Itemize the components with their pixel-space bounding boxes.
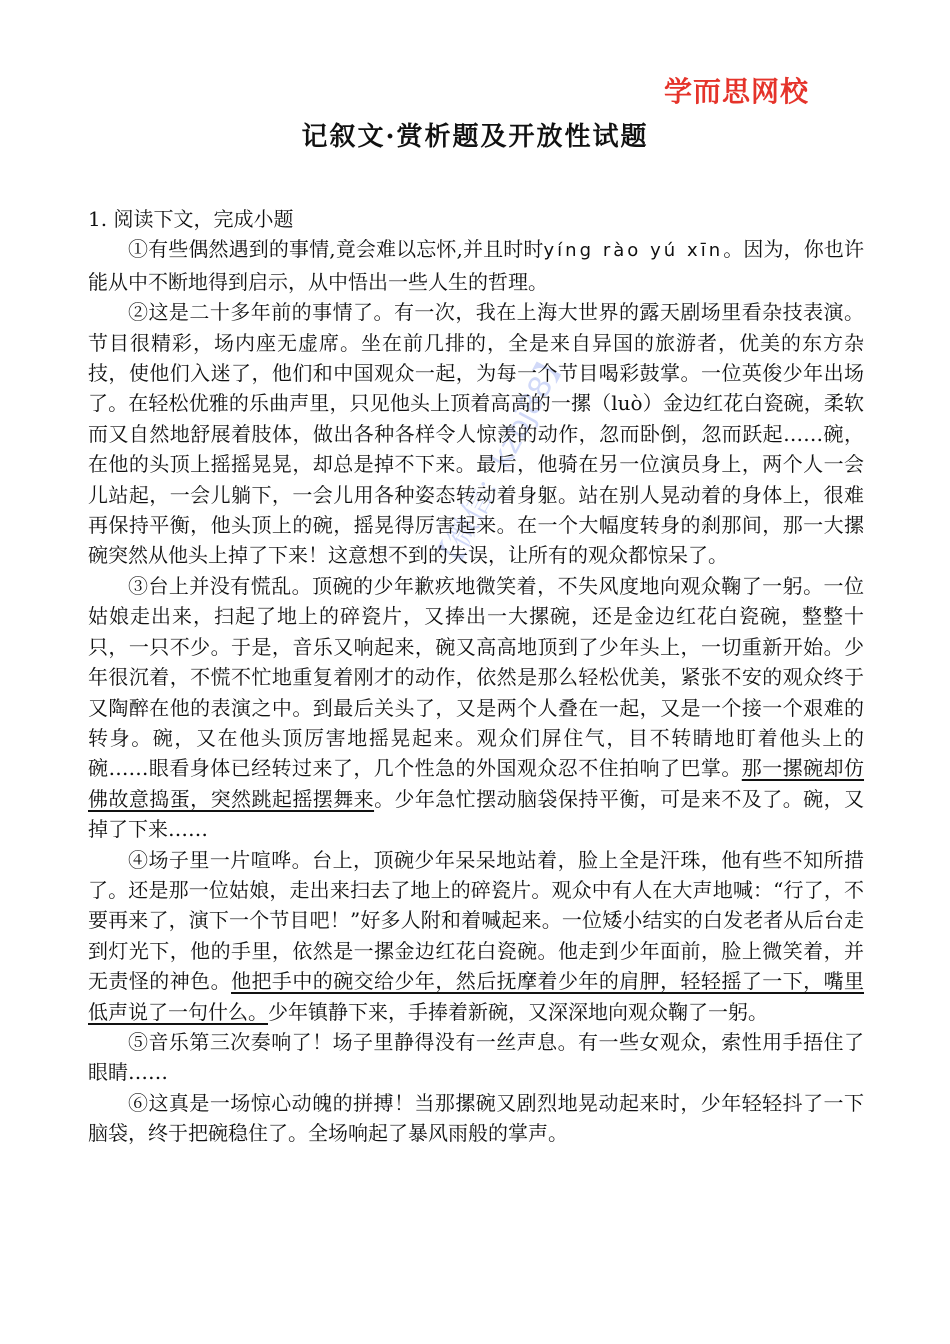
watermark: 【微信：kzbj88】 xyxy=(427,344,575,581)
paragraph-4-text-a: ④场子里一片喧哗。台上，顶碗少年呆呆地站着，脸上全是汗珠，他有些不知所措了。还是那一位姑娘，走出来扫去了地上的碎瓷片。观众中有人在大声地喊：“行了，不要再来了，演下一个节目吧！”好多人附和着喊起来。一位矮小结实的白发老者从后台走到灯光下，他的手里，依然是一摞金边红花白瓷碗。他走到少年面前，脸上微笑着，并无责怪的神色。 xyxy=(88,847,864,994)
paragraph-2: ②这是二十多年前的事情了。有一次，我在上海大世界的露天剧场里看杂技表演。节目很精彩，场内座无虚席。坐在前几排的，全是来自异国的旅游者，优美的东方杂技，使他们入迷了，他们和中国观众一起，为每一个节目喝彩鼓掌。一位英俊少年出场了。在轻松优雅的乐曲声里，只见他头上顶着高高的一摞（luò）金边红花白瓷碗，柔软而又自然地舒展着肢体，做出各种各样令人惊羡的动作，忽而卧倒，忽而跃起……碗，在他的头顶上摇摇晃晃，却总是掉不下来。最后，他骑在另一位演员身上，两个人一会儿站起，一会儿躺下，一会儿用各种姿态转动着身躯。站在别人晃动着的身体上，很难再保持平衡，他头顶上的碗，摇晃得厉害起来。在一个大幅度转身的刹那间，那一大摞碗突然从他头上掉了下来！这意想不到的失误，让所有的观众都惊呆了。 xyxy=(88,300,864,568)
paragraph-1-text-a: ①有些偶然遇到的事情,竟会难以忘怀,并且时时 xyxy=(128,237,544,262)
paragraph-4 xyxy=(88,845,864,1027)
paragraph-3-text-b: 。少年急忙摆动脑袋保持平衡，可是来不及了。碗，又掉了下来…… xyxy=(88,786,865,842)
question-number: 1. xyxy=(88,207,108,231)
question-body xyxy=(88,204,864,1149)
question-prompt: 阅读下文，完成小题 xyxy=(113,207,294,231)
question-heading xyxy=(88,204,864,234)
pinyin-blank: yíng rào yú xīn xyxy=(543,240,724,262)
paragraph-3 xyxy=(88,571,864,845)
page-title: 记叙文·赏析题及开放性试题 xyxy=(301,122,649,152)
paragraph-1 xyxy=(88,234,864,297)
paragraph-6: ⑥这真是一场惊心动魄的拼搏！当那摞碗又剧烈地晃动起来时，少年轻轻抖了一下脑袋，终于把碗稳住了。全场响起了暴风雨般的掌声。 xyxy=(88,1090,864,1146)
brand-logo: 学而思网校 xyxy=(664,75,810,108)
underlined-sentence-2: 他把手中的碗交给少年，然后抚摩着少年的肩胛，轻轻摇了一下，嘴里低声说了一句什么。 xyxy=(88,969,865,1024)
paragraph-3-text-a: ③台上并没有慌乱。顶碗的少年歉疚地微笑着，不失风度地向观众鞠了一躬。一位姑娘走出来，扫起了地上的碎瓷片，又捧出一大摞碗，还是金边红花白瓷碗，整整十只，一只不少。于是，音乐又响起来，碗又高高地顶到了少年头上，一切重新开始。少年很沉着，不慌不忙地重复着刚才的动作，依然是那么轻松优美，紧张不安的观众终于又陶醉在他的表演之中。到最后关头了，又是两个人叠在一起，又是一个接一个艰难的转身。碗，又在他头顶厉害地摇晃起来。观众们屏住气，目不转睛地盯着他头上的碗……眼看身体已经转过来了，几个性急的外国观众忍不住拍响了巴掌。 xyxy=(88,573,864,781)
paragraph-4-text-b: 少年镇静下来，手捧着新碗，又深深地向观众鞠了一躬。 xyxy=(268,999,768,1024)
paragraph-1-text-b: 。因为，你也许能从中不断地得到启示，从中悟出一些人生的哲理。 xyxy=(88,237,865,294)
underlined-sentence-1: 那一摞碗却仿佛故意捣蛋，突然跳起摇摆舞来 xyxy=(88,756,865,811)
paragraph-5: ⑤音乐第三次奏响了！场子里静得没有一丝声息。有一些女观众，索性用手捂住了眼睛…… xyxy=(88,1029,864,1085)
